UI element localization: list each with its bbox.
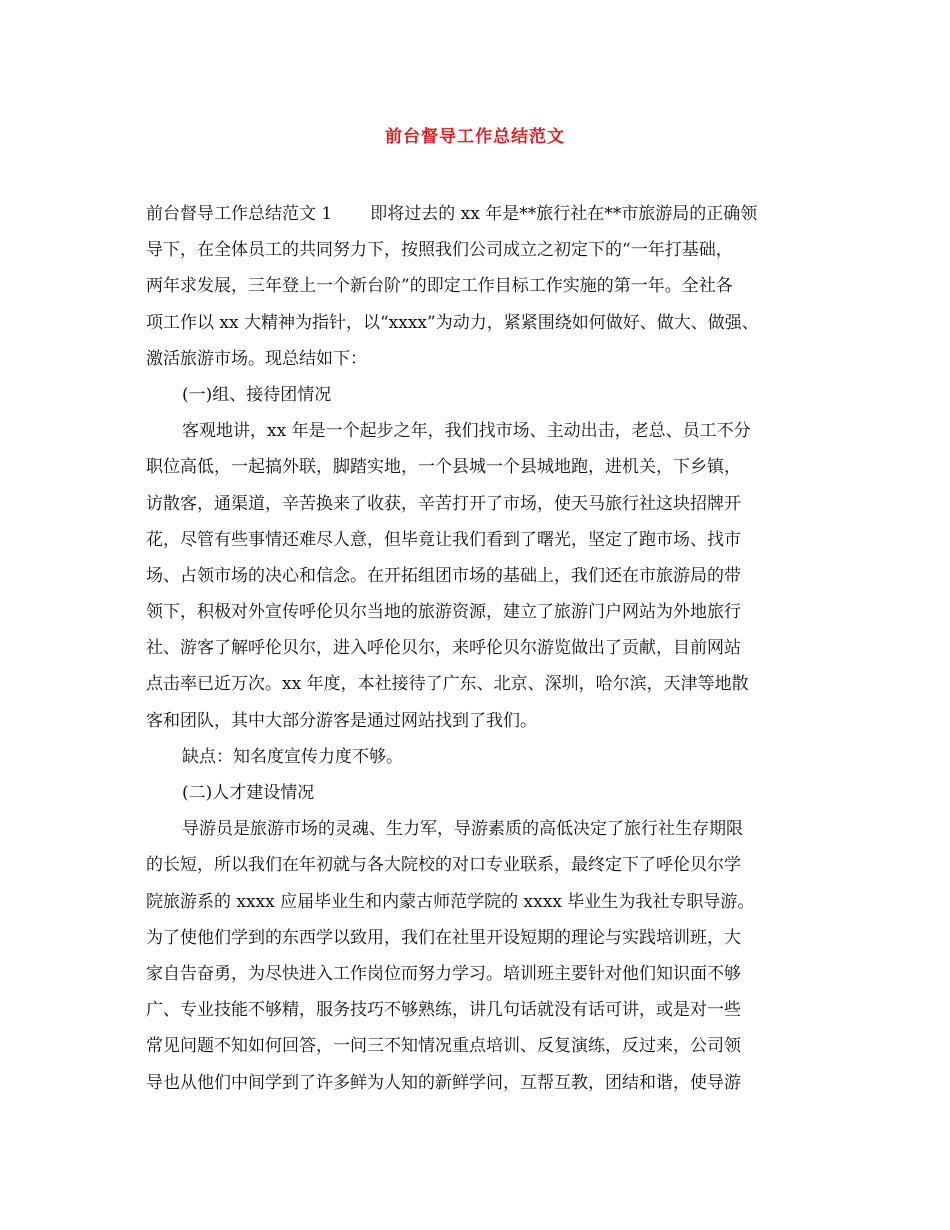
- paragraph-line: 访散客，通渠道，辛苦换来了收获，辛苦打开了市场，使天马旅行社这块招牌开: [146, 493, 741, 514]
- paragraph-line: 缺点：知名度宣传力度不够。: [182, 746, 403, 767]
- paragraph-line: 点击率已近万次。xx 年度，本社接待了广东、北京、深圳，哈尔滨，天津等地散: [146, 674, 749, 695]
- document-body: [146, 196, 811, 1101]
- page-title: 前台督导工作总结范文: [385, 127, 565, 147]
- paragraph-line: 领下，积极对外宣传呼伦贝尔当地的旅游资源，建立了旅游门户网站为外地旅行: [146, 602, 741, 623]
- paragraph-line: 常见问题不知如何回答，一问三不知情况重点培训、反复演练，反过来，公司领: [146, 1036, 741, 1057]
- paragraph-line: [146, 196, 811, 232]
- paragraph-line: 项工作以 xx 大精神为指针，以“xxxx”为动力，紧紧围绕如何做好、做大、做强、: [146, 312, 759, 333]
- paragraph-line: 客和团队，其中大部分游客是通过网站找到了我们。: [146, 710, 537, 731]
- paragraph-line: 家自告奋勇，为尽快进入工作岗位而努力学习。培训班主要针对他们知识面不够: [146, 963, 741, 984]
- paragraph-line: 的长短，所以我们在年初就与各大院校的对口专业联系，最终定下了呼伦贝尔学: [146, 855, 741, 876]
- paragraph-line: 社、游客了解呼伦贝尔，进入呼伦贝尔，来呼伦贝尔游览做出了贡献，目前网站: [146, 638, 741, 659]
- paragraph-line: 导也从他们中间学到了许多鲜为人知的新鲜学问，互帮互教，团结和谐，使导游: [146, 1072, 741, 1093]
- line-text: 即将过去的 xx 年是**旅行社在**市旅游局的正确领: [370, 204, 758, 224]
- paragraph-line: 激活旅游市场。现总结如下：: [146, 348, 367, 369]
- paragraph-line: 导下，在全体员工的共同努力下，按照我们公司成立之初定下的“一年打基础，: [146, 240, 733, 261]
- paragraph-line: 客观地讲，xx 年是一个起步之年，我们找市场、主动出击，老总、员工不分: [182, 421, 751, 442]
- section-heading: (二)人才建设情况: [182, 783, 315, 803]
- paragraph-line: 花，尽管有些事情还难尽人意，但毕竟让我们看到了曙光，坚定了跑市场、找市: [146, 529, 741, 550]
- paragraph-line: 为了使他们学到的东西学以致用，我们在社里开设短期的理论与实践培训班，大: [146, 927, 741, 948]
- paragraph-line: 两年求发展，三年登上一个新台阶”的即定工作目标工作实施的第一年。全社各: [146, 276, 733, 297]
- paragraph-line: 导游员是旅游市场的灵魂、生力军，导游素质的高低决定了旅行社生存期限: [182, 819, 743, 840]
- section-lead-label: 前台督导工作总结范文 1: [146, 204, 333, 224]
- section-heading: (一)组、接待团情况: [182, 384, 332, 405]
- paragraph-line: 职位高低，一起搞外联，脚踏实地，一个县城一个县城地跑，进机关，下乡镇，: [146, 457, 741, 478]
- paragraph-line: 院旅游系的 xxxx 应届毕业生和内蒙古师范学院的 xxxx 毕业生为我社专职导游。: [146, 891, 755, 912]
- paragraph-line: 广、专业技能不够精，服务技巧不够熟练，讲几句话就没有话可讲，或是对一些: [146, 1000, 741, 1021]
- paragraph-line: 场、占领市场的决心和信念。在开拓组团市场的基础上，我们还在市旅游局的带: [146, 565, 741, 586]
